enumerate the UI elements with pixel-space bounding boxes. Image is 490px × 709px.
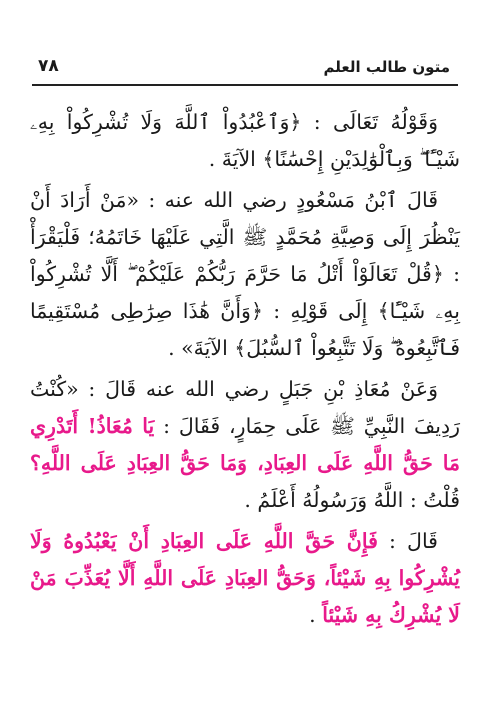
page-header (32, 44, 458, 86)
text-segment: وَعَنْ مُعَاذِ بْنِ جَبَلٍ رضي الله عنه قَالَ : «كُنْتُ رَدِيفَ النَّبِيِّ ﷺ عَلَى حِمَارٍ، فَقَالَ : (30, 377, 461, 438)
paragraph (30, 104, 460, 178)
text-segment: قُلْتُ : اللَّهُ وَرَسُولُهُ أَعْلَمُ . (244, 488, 460, 512)
text-segment: . (309, 603, 323, 627)
highlighted-hadith-text: فَإِنَّ حَقَّ اللَّهِ عَلَى العِبَادِ أَنْ يَعْبُدُوهُ وَلَا يُشْرِكُوا بِهِ شَيْئاً، وَحَقُّ العِبَادِ عَلَى اللَّهِ أَلَّا يُعَذِّبَ مَنْ لَا يُشْرِكُ بِهِ شَيْئاً (30, 529, 460, 627)
text-segment: وَقَوْلُهُ تَعَالَى : ﴿وَٱعْبُدُواْ ٱللَّهَ وَلَا تُشْرِكُواْ بِهِۦ شَيْـًٔا ۖ وَبِٱلْوَٰلِدَيْنِ إِحْسَٰنًا﴾ الآيَةَ . (30, 110, 460, 171)
book-title: متون طالب العلم (323, 58, 450, 76)
text-segment: قَالَ ٱبْنُ مَسْعُودٍ رضي الله عنه : «مَنْ أَرَادَ أَنْ يَنْظُرَ إِلَى وَصِيَّةِ مُحَمَّدٍ ﷺ الَّتِي عَلَيْهَا خَاتَمُهُ؛ فَلْيَقْرَأْ : ﴿قُلْ تَعَالَوْاْ أَتْلُ مَا حَرَّمَ رَبُّكُمْ عَلَيْكُمْ ۖ أَلَّا تُشْرِكُواْ بِهِۦ شَيْـًٔا﴾ إِلَى قَوْلِهِ : ﴿وَأَنَّ هَٰذَا صِرَٰطِى مُسْتَقِيمًا فَٱتَّبِعُوهُ ۖ وَلَا تَتَّبِعُواْ ٱلسُّبُلَ﴾ الآيَةَ» . (30, 188, 460, 360)
paragraph (30, 182, 460, 367)
page-body (30, 104, 460, 638)
highlighted-hadith-text: يَا مُعَاذُ! أَتَدْرِي مَا حَقُّ اللَّهِ عَلَى العِبَادِ، وَمَا حَقُّ العِبَادِ عَلَى اللَّهِ؟ (30, 414, 460, 475)
paragraph (30, 371, 460, 519)
page-number: ٧٨ (38, 56, 59, 76)
paragraph (30, 523, 460, 634)
text-segment: قَالَ : (377, 529, 438, 553)
